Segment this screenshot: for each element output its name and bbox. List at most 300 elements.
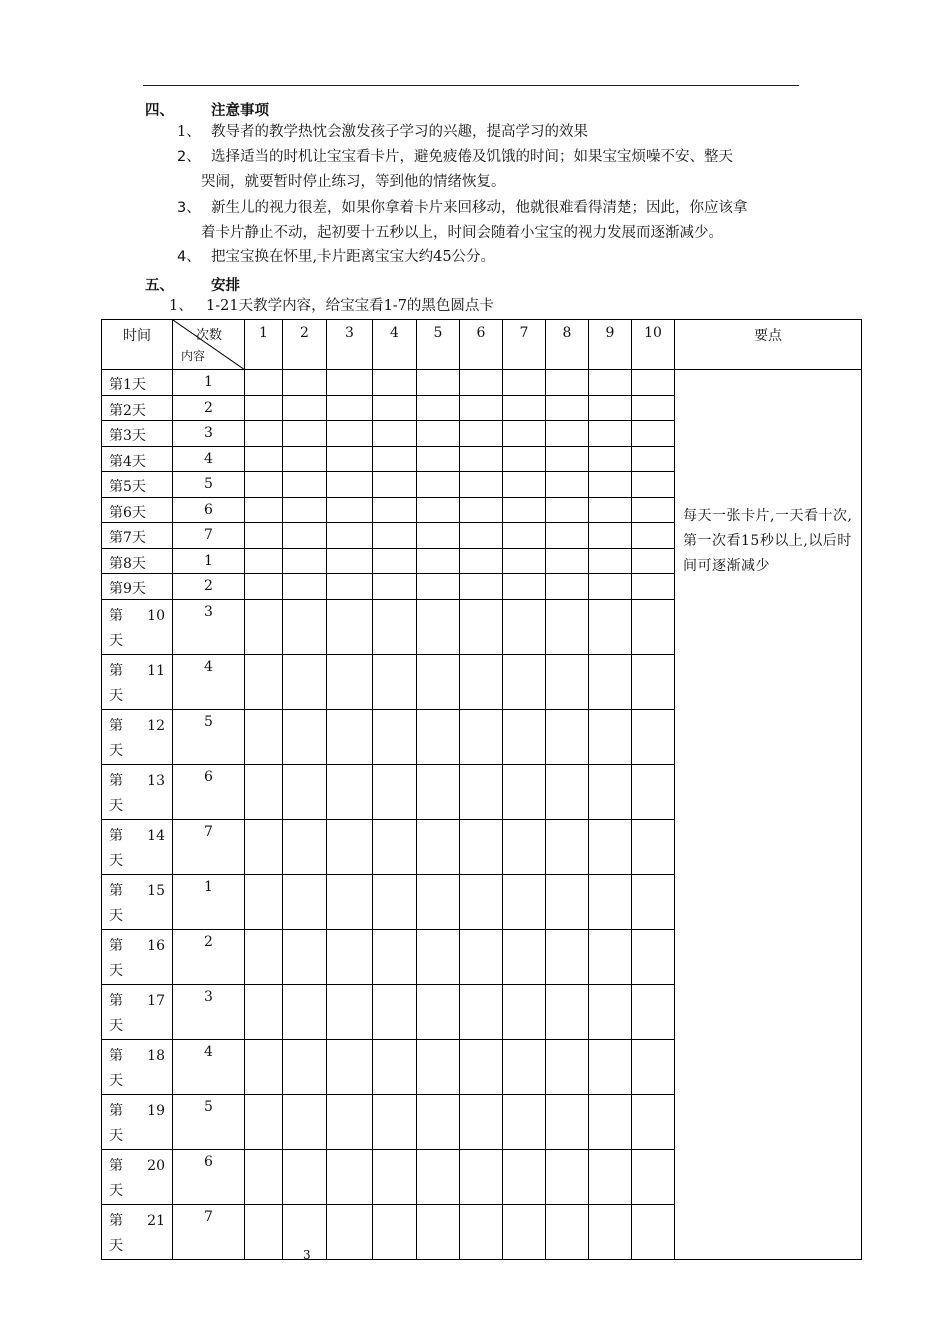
check-cell[interactable] (460, 764, 503, 819)
card-cell: 5 (173, 472, 245, 498)
day-suffix: 天 (109, 1017, 123, 1034)
schedule-table (101, 319, 862, 1260)
note-text: 教导者的教学热忱会激发孩子学习的兴趣，提高学习的效果 (211, 124, 588, 140)
check-cell[interactable] (589, 421, 632, 447)
check-cell[interactable] (327, 1094, 373, 1149)
check-cell[interactable] (546, 497, 589, 523)
check-cell[interactable] (460, 446, 503, 472)
check-cell[interactable] (589, 764, 632, 819)
check-cell[interactable] (546, 446, 589, 472)
check-cell[interactable] (503, 764, 546, 819)
check-cell[interactable] (283, 548, 327, 574)
check-cell[interactable] (283, 421, 327, 447)
check-cell[interactable] (245, 497, 283, 523)
check-cell[interactable] (283, 472, 327, 498)
check-cell[interactable] (417, 874, 460, 929)
check-cell[interactable] (245, 370, 283, 396)
check-cell[interactable] (417, 523, 460, 549)
check-cell[interactable] (546, 421, 589, 447)
check-cell[interactable] (589, 874, 632, 929)
card-cell: 4 (173, 446, 245, 472)
note-text: 把宝宝换在怀里,卡片距离宝宝大约45公分。 (211, 249, 496, 265)
check-cell[interactable] (417, 599, 460, 654)
check-cell[interactable] (589, 370, 632, 396)
check-cell[interactable] (245, 472, 283, 498)
check-cell[interactable] (283, 370, 327, 396)
col-header: 4 (373, 320, 417, 370)
check-cell[interactable] (589, 574, 632, 600)
check-cell[interactable] (327, 929, 373, 984)
check-cell[interactable] (589, 395, 632, 421)
check-cell[interactable] (327, 574, 373, 600)
check-cell[interactable] (632, 1204, 675, 1259)
check-cell[interactable] (245, 1039, 283, 1094)
check-cell[interactable] (327, 370, 373, 396)
day-cell (102, 764, 173, 819)
check-cell[interactable] (417, 1204, 460, 1259)
check-cell[interactable] (283, 709, 327, 764)
col-header: 3 (327, 320, 373, 370)
note-number: 3、 (177, 200, 201, 216)
check-cell[interactable] (327, 819, 373, 874)
check-cell[interactable] (417, 1039, 460, 1094)
check-cell[interactable] (245, 523, 283, 549)
check-cell[interactable] (632, 764, 675, 819)
check-cell[interactable] (373, 497, 417, 523)
note-number: 1、 (177, 124, 201, 140)
check-cell[interactable] (245, 984, 283, 1039)
check-cell[interactable] (373, 819, 417, 874)
check-cell[interactable] (417, 1094, 460, 1149)
check-cell[interactable] (503, 929, 546, 984)
check-cell[interactable] (632, 574, 675, 600)
check-cell[interactable] (373, 599, 417, 654)
day-number: 17 (147, 992, 165, 1009)
check-cell[interactable] (245, 654, 283, 709)
page-number: 3 (303, 1248, 311, 1262)
check-cell[interactable] (632, 472, 675, 498)
check-cell[interactable] (460, 472, 503, 498)
check-cell[interactable] (632, 497, 675, 523)
check-cell[interactable] (546, 1149, 589, 1204)
note-number: 4、 (177, 249, 201, 265)
day-cell (102, 654, 173, 709)
check-cell[interactable] (283, 395, 327, 421)
day-cell: 第8天 (102, 548, 173, 574)
check-cell[interactable] (589, 1039, 632, 1094)
check-cell[interactable] (460, 654, 503, 709)
day-number: 12 (147, 717, 165, 734)
check-cell[interactable] (546, 574, 589, 600)
note-text-cont: 哭闹，就要暂时停止练习，等到他的情绪恢复。 (201, 174, 506, 190)
card-cell: 2 (173, 574, 245, 600)
day-prefix: 第 (109, 607, 123, 624)
check-cell[interactable] (460, 395, 503, 421)
check-cell[interactable] (546, 370, 589, 396)
check-cell[interactable] (417, 370, 460, 396)
check-cell[interactable] (632, 523, 675, 549)
check-cell[interactable] (245, 874, 283, 929)
check-cell[interactable] (417, 421, 460, 447)
check-cell[interactable] (460, 421, 503, 447)
day-cell (102, 929, 173, 984)
check-cell[interactable] (460, 929, 503, 984)
check-cell[interactable] (632, 709, 675, 764)
arrange-number: 1、 (169, 298, 193, 314)
header-notes: 要点 (675, 320, 862, 370)
check-cell[interactable] (327, 421, 373, 447)
day-prefix: 第 (109, 1157, 123, 1174)
day-prefix: 第 (109, 827, 123, 844)
check-cell[interactable] (503, 395, 546, 421)
check-cell[interactable] (546, 395, 589, 421)
check-cell[interactable] (632, 1094, 675, 1149)
day-cell (102, 1149, 173, 1204)
check-cell[interactable] (546, 654, 589, 709)
check-cell[interactable] (245, 421, 283, 447)
check-cell[interactable] (373, 1094, 417, 1149)
check-cell[interactable] (632, 1149, 675, 1204)
check-cell[interactable] (460, 984, 503, 1039)
day-suffix: 天 (109, 687, 123, 704)
day-number: 20 (147, 1157, 165, 1174)
check-cell[interactable] (373, 654, 417, 709)
check-cell[interactable] (546, 819, 589, 874)
check-cell[interactable] (589, 819, 632, 874)
day-cell: 第9天 (102, 574, 173, 600)
check-cell[interactable] (460, 548, 503, 574)
check-cell[interactable] (245, 1204, 283, 1259)
check-cell[interactable] (283, 764, 327, 819)
card-cell: 6 (173, 1149, 245, 1204)
check-cell[interactable] (546, 709, 589, 764)
check-cell[interactable] (245, 599, 283, 654)
check-cell[interactable] (373, 709, 417, 764)
check-cell[interactable] (460, 497, 503, 523)
col-header: 8 (546, 320, 589, 370)
day-cell: 第3天 (102, 421, 173, 447)
check-cell[interactable] (503, 446, 546, 472)
check-cell[interactable] (373, 548, 417, 574)
check-cell[interactable] (632, 548, 675, 574)
check-cell[interactable] (373, 1039, 417, 1094)
check-cell[interactable] (327, 472, 373, 498)
check-cell[interactable] (503, 1149, 546, 1204)
check-cell[interactable] (546, 1039, 589, 1094)
check-cell[interactable] (460, 874, 503, 929)
check-cell[interactable] (327, 599, 373, 654)
check-cell[interactable] (283, 1149, 327, 1204)
check-cell[interactable] (373, 929, 417, 984)
check-cell[interactable] (245, 1094, 283, 1149)
check-cell[interactable] (417, 764, 460, 819)
day-suffix: 天 (109, 797, 123, 814)
check-cell[interactable] (503, 574, 546, 600)
day-cell (102, 984, 173, 1039)
check-cell[interactable] (589, 654, 632, 709)
day-prefix: 第 (109, 992, 123, 1009)
card-cell: 4 (173, 654, 245, 709)
day-number: 14 (147, 827, 165, 844)
day-cell (102, 1094, 173, 1149)
day-prefix: 第 (109, 1212, 123, 1229)
card-cell: 5 (173, 1094, 245, 1149)
section-number: 四、 (145, 103, 174, 119)
check-cell[interactable] (546, 548, 589, 574)
card-cell: 6 (173, 497, 245, 523)
note-number: 2、 (177, 149, 201, 165)
check-cell[interactable] (373, 984, 417, 1039)
check-cell[interactable] (417, 1149, 460, 1204)
check-cell[interactable] (503, 874, 546, 929)
check-cell[interactable] (245, 548, 283, 574)
check-cell[interactable] (589, 709, 632, 764)
check-cell[interactable] (546, 874, 589, 929)
check-cell[interactable] (589, 599, 632, 654)
day-cell (102, 709, 173, 764)
col-header: 2 (283, 320, 327, 370)
check-cell[interactable] (373, 395, 417, 421)
check-cell[interactable] (283, 1094, 327, 1149)
check-cell[interactable] (283, 654, 327, 709)
note-text-cont: 着卡片静止不动，起初要十五秒以上，时间会随着小宝宝的视力发展而逐渐减少。 (201, 225, 723, 241)
day-suffix: 天 (109, 852, 123, 869)
check-cell[interactable] (589, 446, 632, 472)
check-cell[interactable] (417, 654, 460, 709)
check-cell[interactable] (589, 984, 632, 1039)
header-count: 次数 (196, 328, 223, 343)
check-cell[interactable] (632, 1039, 675, 1094)
day-cell (102, 1204, 173, 1259)
check-cell[interactable] (245, 819, 283, 874)
check-cell[interactable] (283, 819, 327, 874)
check-cell[interactable] (327, 874, 373, 929)
check-cell[interactable] (417, 709, 460, 764)
check-cell[interactable] (632, 370, 675, 396)
section-number: 五、 (145, 278, 174, 294)
check-cell[interactable] (373, 764, 417, 819)
card-cell: 3 (173, 421, 245, 447)
day-cell (102, 819, 173, 874)
check-cell[interactable] (589, 523, 632, 549)
check-cell[interactable] (327, 523, 373, 549)
card-cell: 1 (173, 548, 245, 574)
check-cell[interactable] (327, 1149, 373, 1204)
check-cell[interactable] (503, 654, 546, 709)
day-cell: 第1天 (102, 370, 173, 396)
check-cell[interactable] (373, 421, 417, 447)
day-suffix: 天 (109, 1072, 123, 1089)
note-text: 新生儿的视力很差，如果你拿着卡片来回移动，他就很难看得清楚；因此，你应该拿 (211, 200, 748, 216)
day-prefix: 第 (109, 772, 123, 789)
day-cell: 第5天 (102, 472, 173, 498)
check-cell[interactable] (245, 764, 283, 819)
check-cell[interactable] (589, 1094, 632, 1149)
table-row (102, 370, 862, 396)
check-cell[interactable] (283, 599, 327, 654)
day-number: 15 (147, 882, 165, 899)
note-text: 每天一张卡片,一天看十次,第一次看15秒以上,以后时间可逐渐减少 (683, 508, 853, 575)
check-cell[interactable] (503, 1094, 546, 1149)
check-cell[interactable] (417, 395, 460, 421)
check-cell[interactable] (632, 395, 675, 421)
check-cell[interactable] (546, 764, 589, 819)
check-cell[interactable] (283, 929, 327, 984)
check-cell[interactable] (460, 819, 503, 874)
day-number: 19 (147, 1102, 165, 1119)
check-cell[interactable] (417, 929, 460, 984)
check-cell[interactable] (460, 1149, 503, 1204)
check-cell[interactable] (283, 523, 327, 549)
check-cell[interactable] (503, 1204, 546, 1259)
check-cell[interactable] (632, 446, 675, 472)
check-cell[interactable] (503, 819, 546, 874)
check-cell[interactable] (373, 1149, 417, 1204)
check-cell[interactable] (417, 819, 460, 874)
card-cell: 3 (173, 984, 245, 1039)
card-cell: 7 (173, 523, 245, 549)
check-cell[interactable] (546, 523, 589, 549)
check-cell[interactable] (327, 654, 373, 709)
check-cell[interactable] (460, 1094, 503, 1149)
check-cell[interactable] (460, 523, 503, 549)
check-cell[interactable] (327, 497, 373, 523)
check-cell[interactable] (327, 709, 373, 764)
check-cell[interactable] (283, 874, 327, 929)
check-cell[interactable] (632, 654, 675, 709)
check-cell[interactable] (460, 1204, 503, 1259)
check-cell[interactable] (589, 1149, 632, 1204)
check-cell[interactable] (373, 574, 417, 600)
day-prefix: 第 (109, 1047, 123, 1064)
check-cell[interactable] (327, 1204, 373, 1259)
check-cell[interactable] (632, 874, 675, 929)
check-cell[interactable] (503, 523, 546, 549)
day-cell: 第7天 (102, 523, 173, 549)
check-cell[interactable] (417, 548, 460, 574)
check-cell[interactable] (546, 599, 589, 654)
card-cell: 2 (173, 395, 245, 421)
card-cell: 1 (173, 874, 245, 929)
check-cell[interactable] (503, 599, 546, 654)
day-prefix: 第 (109, 1102, 123, 1119)
day-number: 11 (147, 662, 165, 679)
check-cell[interactable] (327, 395, 373, 421)
header-rule (143, 85, 799, 86)
header-content: 内容 (181, 349, 206, 363)
card-cell: 2 (173, 929, 245, 984)
check-cell[interactable] (460, 574, 503, 600)
day-suffix: 天 (109, 1182, 123, 1199)
check-cell[interactable] (589, 1204, 632, 1259)
day-cell (102, 874, 173, 929)
day-suffix: 天 (109, 632, 123, 649)
day-cell (102, 1039, 173, 1094)
section-title: 注意事项 (211, 103, 269, 119)
check-cell[interactable] (417, 984, 460, 1039)
check-cell[interactable] (546, 472, 589, 498)
col-header: 7 (503, 320, 546, 370)
check-cell[interactable] (327, 548, 373, 574)
check-cell[interactable] (327, 984, 373, 1039)
check-cell[interactable] (283, 497, 327, 523)
check-cell[interactable] (632, 819, 675, 874)
check-cell[interactable] (632, 421, 675, 447)
day-suffix: 天 (109, 742, 123, 759)
check-cell[interactable] (283, 446, 327, 472)
check-cell[interactable] (589, 497, 632, 523)
check-cell[interactable] (327, 1039, 373, 1094)
check-cell[interactable] (460, 709, 503, 764)
check-cell[interactable] (283, 574, 327, 600)
check-cell[interactable] (460, 370, 503, 396)
check-cell[interactable] (373, 874, 417, 929)
check-cell[interactable] (632, 599, 675, 654)
check-cell[interactable] (245, 929, 283, 984)
check-cell[interactable] (503, 421, 546, 447)
col-header: 5 (417, 320, 460, 370)
check-cell[interactable] (283, 984, 327, 1039)
table-header-row (102, 320, 862, 370)
check-cell[interactable] (245, 709, 283, 764)
check-cell[interactable] (546, 1204, 589, 1259)
check-cell[interactable] (283, 1039, 327, 1094)
check-cell[interactable] (546, 929, 589, 984)
check-cell[interactable] (327, 764, 373, 819)
check-cell[interactable] (417, 574, 460, 600)
check-cell[interactable] (417, 446, 460, 472)
check-cell[interactable] (503, 984, 546, 1039)
check-cell[interactable] (632, 984, 675, 1039)
check-cell[interactable] (589, 472, 632, 498)
card-cell: 5 (173, 709, 245, 764)
check-cell[interactable] (460, 1039, 503, 1094)
check-cell[interactable] (460, 599, 503, 654)
day-suffix: 天 (109, 1127, 123, 1144)
check-cell[interactable] (245, 395, 283, 421)
check-cell[interactable] (245, 574, 283, 600)
check-cell[interactable] (503, 548, 546, 574)
day-suffix: 天 (109, 1237, 123, 1254)
arrange-text: 1-21天教学内容，给宝宝看1-7的黑色圆点卡 (206, 298, 494, 314)
check-cell[interactable] (417, 472, 460, 498)
check-cell[interactable] (503, 709, 546, 764)
card-cell: 6 (173, 764, 245, 819)
day-cell: 第4天 (102, 446, 173, 472)
check-cell[interactable] (373, 1204, 417, 1259)
day-number: 16 (147, 937, 165, 954)
check-cell[interactable] (373, 472, 417, 498)
check-cell[interactable] (245, 1149, 283, 1204)
check-cell[interactable] (327, 446, 373, 472)
check-cell[interactable] (245, 446, 283, 472)
check-cell[interactable] (373, 523, 417, 549)
check-cell[interactable] (503, 370, 546, 396)
check-cell[interactable] (589, 929, 632, 984)
check-cell[interactable] (417, 497, 460, 523)
check-cell[interactable] (373, 370, 417, 396)
check-cell[interactable] (546, 1094, 589, 1149)
check-cell[interactable] (503, 1039, 546, 1094)
check-cell[interactable] (503, 472, 546, 498)
check-cell[interactable] (589, 548, 632, 574)
check-cell[interactable] (373, 446, 417, 472)
check-cell[interactable] (546, 984, 589, 1039)
day-number: 18 (147, 1047, 165, 1064)
section-title: 安排 (211, 278, 240, 294)
check-cell[interactable] (503, 497, 546, 523)
check-cell[interactable] (632, 929, 675, 984)
